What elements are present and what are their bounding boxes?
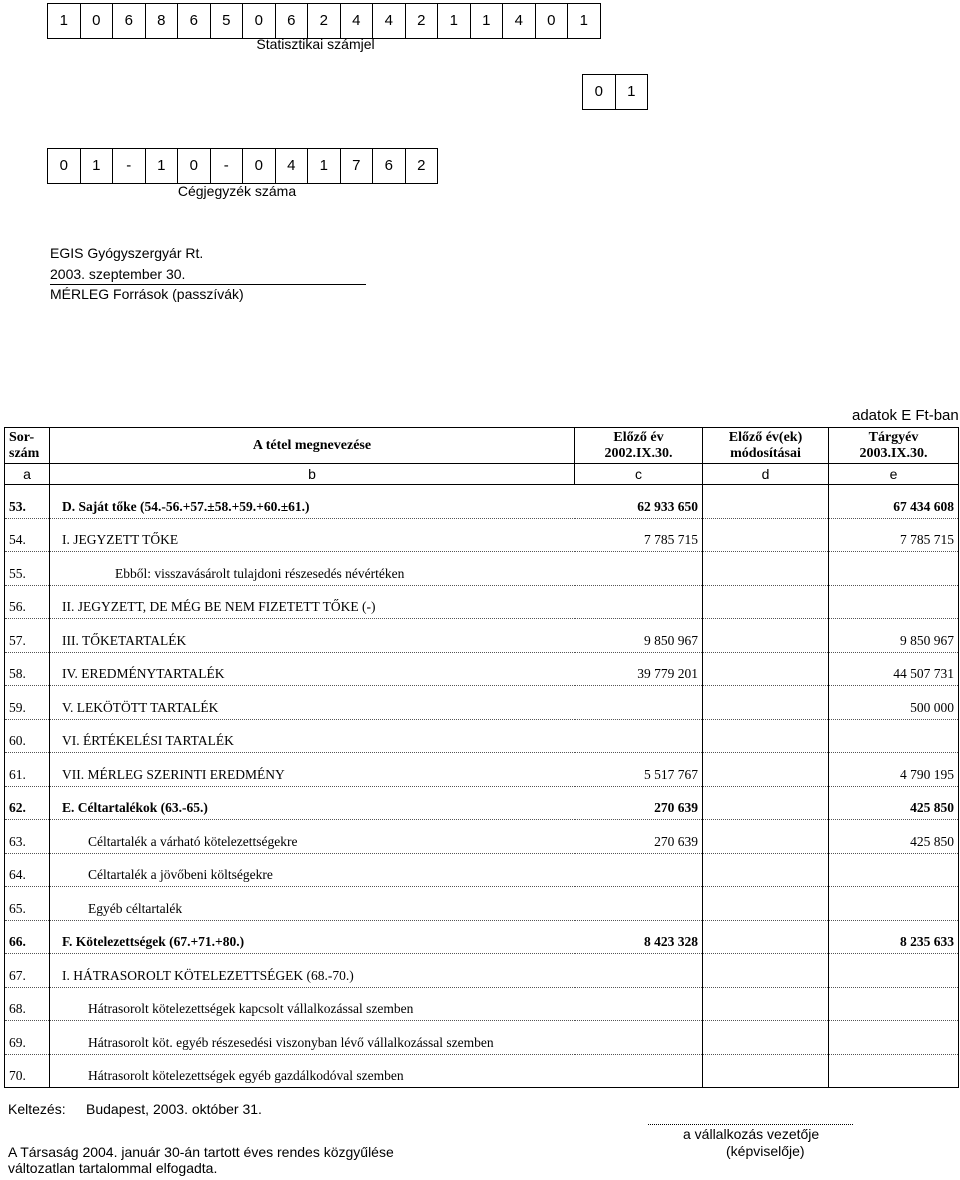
- balance-sheet-table: [4, 427, 959, 1088]
- row-current-year-value: 9 850 967: [829, 619, 959, 653]
- row-prev-year-value: [575, 719, 703, 753]
- digit-box: 1: [81, 149, 114, 183]
- digit-box: 8: [146, 4, 179, 38]
- table-row: [5, 920, 959, 954]
- row-prev-year-value: [575, 552, 703, 586]
- digit-box: 5: [211, 4, 244, 38]
- row-current-year-value: 425 850: [829, 786, 959, 820]
- digit-box: 7: [341, 149, 374, 183]
- header-prev-year-1: Előző év: [613, 429, 664, 445]
- row-current-year-value: 4 790 195: [829, 753, 959, 787]
- row-item-name: I. HÁTRASOROLT KÖTELEZETTSÉGEK (68.-70.): [50, 954, 575, 988]
- row-prev-year-value: [575, 853, 703, 887]
- units-note: adatok E Ft-ban: [852, 407, 959, 424]
- row-prev-year-value: [575, 887, 703, 921]
- row-number: 59.: [5, 686, 50, 720]
- row-modification-value: [703, 485, 829, 519]
- col-letter-b: b: [50, 464, 575, 485]
- digit-box: 0: [81, 4, 114, 38]
- approval-note-line2: változatlan tartalommal elfogadta.: [8, 1160, 218, 1176]
- row-item-name: Hátrasorolt kötelezettségek kapcsolt vállalkozással szemben: [50, 987, 575, 1021]
- digit-box: 6: [113, 4, 146, 38]
- digit-box: 1: [471, 4, 504, 38]
- digit-box: 1: [48, 4, 81, 38]
- digit-box: 6: [178, 4, 211, 38]
- row-item-name: F. Kötelezettségek (67.+71.+80.): [50, 920, 575, 954]
- row-current-year-value: 44 507 731: [829, 652, 959, 686]
- row-modification-value: [703, 719, 829, 753]
- row-item-name: V. LEKÖTÖTT TARTALÉK: [50, 686, 575, 720]
- row-prev-year-value: 8 423 328: [575, 920, 703, 954]
- row-item-name: III. TŐKETARTALÉK: [50, 619, 575, 653]
- digit-box: 2: [406, 4, 439, 38]
- row-modification-value: [703, 887, 829, 921]
- row-current-year-value: [829, 887, 959, 921]
- row-prev-year-value: [575, 1054, 703, 1088]
- row-item-name: I. JEGYZETT TŐKE: [50, 518, 575, 552]
- row-prev-year-value: 270 639: [575, 786, 703, 820]
- digit-box: 4: [276, 149, 309, 183]
- table-row: [5, 485, 959, 519]
- row-number: 67.: [5, 954, 50, 988]
- row-item-name: Hátrasorolt kötelezettségek egyéb gazdálkodóval szemben: [50, 1054, 575, 1088]
- header-current-year-2: 2003.IX.30.: [859, 445, 928, 461]
- row-number: 54.: [5, 518, 50, 552]
- digit-box: -: [211, 149, 244, 183]
- row-number: 60.: [5, 719, 50, 753]
- row-current-year-value: [829, 987, 959, 1021]
- row-modification-value: [703, 786, 829, 820]
- digit-box: 1: [308, 149, 341, 183]
- column-letter-row: [5, 464, 959, 485]
- table-row: [5, 619, 959, 653]
- row-prev-year-value: [575, 954, 703, 988]
- date-value: Budapest, 2003. október 31.: [86, 1101, 262, 1117]
- row-number: 70.: [5, 1054, 50, 1088]
- digit-box: 4: [373, 4, 406, 38]
- date-label: Keltezés:: [8, 1101, 66, 1117]
- row-item-name: E. Céltartalékok (63.-65.): [50, 786, 575, 820]
- company-registry-caption: Cégjegyzék száma: [177, 183, 297, 199]
- digit-box: 0: [243, 149, 276, 183]
- digit-box: 0: [48, 149, 81, 183]
- table-row: [5, 753, 959, 787]
- digit-box: 0: [583, 75, 616, 109]
- table-row: [5, 987, 959, 1021]
- row-number: 62.: [5, 786, 50, 820]
- digit-box: 6: [373, 149, 406, 183]
- row-item-name: IV. EREDMÉNYTARTALÉK: [50, 652, 575, 686]
- header-item-name: A tétel megnevezése: [50, 428, 575, 464]
- row-prev-year-value: [575, 1021, 703, 1055]
- table-row: [5, 518, 959, 552]
- table-row: [5, 552, 959, 586]
- table-row: [5, 585, 959, 619]
- row-modification-value: [703, 686, 829, 720]
- row-number: 68.: [5, 987, 50, 1021]
- row-item-name: Hátrasorolt köt. egyéb részesedési viszonyban lévő vállalkozással szemben: [50, 1021, 575, 1055]
- row-item-name: VI. ÉRTÉKELÉSI TARTALÉK: [50, 719, 575, 753]
- row-modification-value: [703, 954, 829, 988]
- row-modification-value: [703, 652, 829, 686]
- company-name: EGIS Gyógyszergyár Rt.: [50, 245, 204, 261]
- row-number: 58.: [5, 652, 50, 686]
- digit-box: 0: [536, 4, 569, 38]
- row-number: 61.: [5, 753, 50, 787]
- row-number: 69.: [5, 1021, 50, 1055]
- row-prev-year-value: [575, 686, 703, 720]
- header-row-number-1: Sor-: [9, 430, 35, 445]
- row-item-name: Céltartalék a várható kötelezettségekre: [50, 820, 575, 854]
- row-modification-value: [703, 585, 829, 619]
- row-prev-year-value: 270 639: [575, 820, 703, 854]
- approval-note-line1: A Társaság 2004. január 30-án tartott éves rendes közgyűlése: [8, 1144, 394, 1160]
- row-prev-year-value: [575, 987, 703, 1021]
- report-date: 2003. szeptember 30.: [50, 266, 186, 282]
- digit-box: 1: [146, 149, 179, 183]
- header-prev-year-2: 2002.IX.30.: [604, 445, 673, 461]
- row-prev-year-value: 62 933 650: [575, 485, 703, 519]
- row-modification-value: [703, 619, 829, 653]
- col-letter-d: d: [703, 464, 829, 485]
- digit-box: 1: [579, 12, 588, 29]
- header-modifications-2: módosításai: [730, 445, 801, 461]
- table-row: [5, 820, 959, 854]
- col-letter-a: a: [5, 464, 50, 485]
- header-row-number-2: szám: [9, 446, 40, 461]
- row-item-name: Egyéb céltartalék: [50, 887, 575, 921]
- table-row: [5, 652, 959, 686]
- row-current-year-value: [829, 1021, 959, 1055]
- table-row: [5, 786, 959, 820]
- row-modification-value: [703, 552, 829, 586]
- row-number: 53.: [5, 485, 50, 519]
- row-modification-value: [703, 1021, 829, 1055]
- row-current-year-value: 7 785 715: [829, 518, 959, 552]
- row-modification-value: [703, 987, 829, 1021]
- row-modification-value: [703, 820, 829, 854]
- row-current-year-value: 8 235 633: [829, 920, 959, 954]
- digit-box: 0: [243, 4, 276, 38]
- row-prev-year-value: 39 779 201: [575, 652, 703, 686]
- row-modification-value: [703, 853, 829, 887]
- col-letter-e: e: [829, 464, 959, 485]
- digit-box: 4: [341, 4, 374, 38]
- table-row: [5, 853, 959, 887]
- row-prev-year-value: 7 785 715: [575, 518, 703, 552]
- row-modification-value: [703, 920, 829, 954]
- digit-box: 2: [308, 4, 341, 38]
- row-current-year-value: 500 000: [829, 686, 959, 720]
- row-item-name: II. JEGYZETT, DE MÉG BE NEM FIZETETT TŐKE (-): [50, 585, 575, 619]
- digit-box: 6: [276, 4, 309, 38]
- signature-subtitle: (képviselője): [726, 1143, 805, 1159]
- report-title: MÉRLEG Források (passzívák): [50, 286, 244, 302]
- row-number: 66.: [5, 920, 50, 954]
- header-current-year-1: Tárgyév: [868, 429, 919, 445]
- table-row: [5, 686, 959, 720]
- row-number: 55.: [5, 552, 50, 586]
- row-modification-value: [703, 518, 829, 552]
- row-modification-value: [703, 753, 829, 787]
- header-modifications-1: Előző év(ek): [728, 429, 803, 445]
- row-item-name: Ebből: visszavásárolt tulajdoni részesedés névértéken: [50, 552, 575, 586]
- row-prev-year-value: 5 517 767: [575, 753, 703, 787]
- row-current-year-value: [829, 1054, 959, 1088]
- row-number: 65.: [5, 887, 50, 921]
- row-current-year-value: [829, 552, 959, 586]
- table-row: [5, 1021, 959, 1055]
- row-prev-year-value: 9 850 967: [575, 619, 703, 653]
- row-prev-year-value: [575, 585, 703, 619]
- signature-title: a vállalkozás vezetője: [683, 1126, 820, 1142]
- table-header-row: [5, 428, 959, 464]
- row-current-year-value: [829, 954, 959, 988]
- row-number: 56.: [5, 585, 50, 619]
- statistical-number-boxes: [47, 3, 601, 39]
- table-row: [5, 954, 959, 988]
- statistical-number-caption: Statisztikai számjel: [256, 36, 375, 52]
- digit-box: 1: [627, 83, 636, 100]
- row-number: 57.: [5, 619, 50, 653]
- code-boxes: [582, 74, 648, 110]
- digit-box: 4: [503, 4, 536, 38]
- row-number: 64.: [5, 853, 50, 887]
- company-registry-boxes: [47, 148, 438, 184]
- row-item-name: D. Saját tőke (54.-56.+57.±58.+59.+60.±61.): [50, 485, 575, 519]
- table-row: [5, 719, 959, 753]
- digit-box: 2: [417, 157, 426, 174]
- row-item-name: VII. MÉRLEG SZERINTI EREDMÉNY: [50, 753, 575, 787]
- col-letter-c: c: [575, 464, 703, 485]
- digit-box: 1: [438, 4, 471, 38]
- digit-box: -: [113, 149, 146, 183]
- table-row: [5, 1054, 959, 1088]
- row-current-year-value: [829, 719, 959, 753]
- row-item-name: Céltartalék a jövőbeni költségekre: [50, 853, 575, 887]
- digit-box: 0: [178, 149, 211, 183]
- row-modification-value: [703, 1054, 829, 1088]
- table-row: [5, 887, 959, 921]
- row-current-year-value: 425 850: [829, 820, 959, 854]
- row-current-year-value: [829, 585, 959, 619]
- row-current-year-value: 67 434 608: [829, 485, 959, 519]
- row-current-year-value: [829, 853, 959, 887]
- row-number: 63.: [5, 820, 50, 854]
